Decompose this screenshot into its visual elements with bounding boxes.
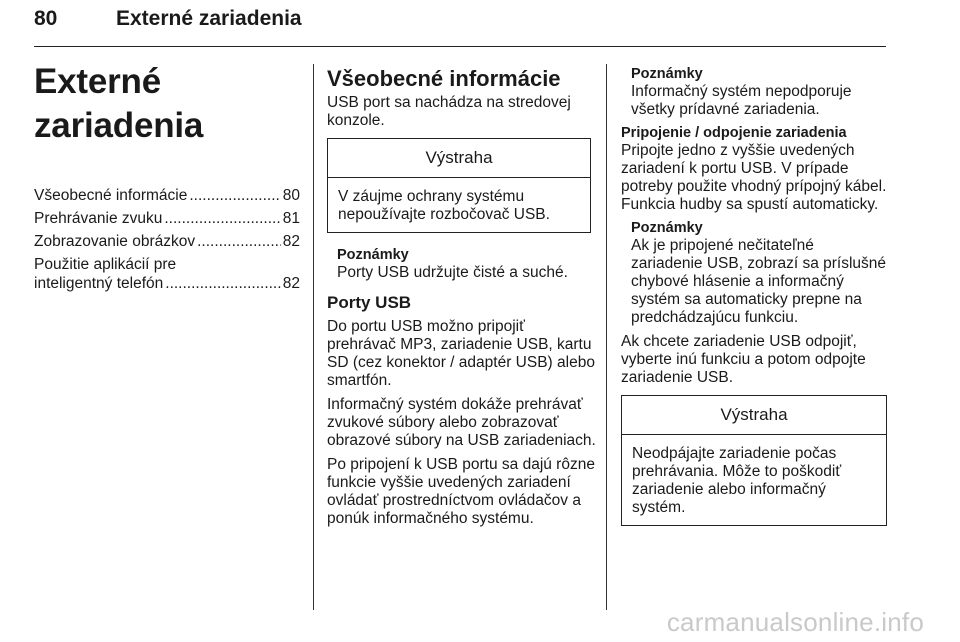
toc-entry-text-line1: Použitie aplikácií pre — [34, 256, 177, 273]
toc-entry[interactable] — [34, 232, 300, 251]
toc-leader-dots — [189, 186, 280, 205]
toc-entry-text: inteligentný telefón — [34, 275, 164, 292]
left-column — [34, 60, 300, 293]
note-title: Poznámky — [337, 247, 409, 263]
watermark-text: carmanualsonline.info — [666, 607, 924, 637]
toc-entry-text: Prehrávanie zvuku — [34, 210, 163, 227]
note-title: Poznámky — [631, 220, 703, 236]
column-divider-right — [606, 64, 607, 610]
note-text: Porty USB udržujte čisté a suché. — [337, 264, 568, 281]
toc-entry-page: 80 — [282, 187, 300, 204]
toc-entry-text: Všeobecné informácie — [34, 187, 188, 204]
note-block — [631, 66, 887, 119]
running-header-title: Externé zariadenia — [116, 7, 302, 30]
body-paragraph: Informačný systém dokáže prehrávať zvukové súbory alebo zobrazovať obrazové súbory na USB zariadeniach. — [327, 396, 596, 449]
middle-column — [327, 66, 597, 534]
subsection-heading: Porty USB — [327, 293, 412, 312]
toc-entry-page: 82 — [282, 275, 300, 292]
body-paragraph: Do portu USB možno pripojiť prehrávač MP3, zariadenie USB, kartu SD (cez konektor / adaptér USB) alebo smartfón. — [327, 318, 595, 389]
subsection-heading: Pripojenie / odpojenie zariadenia — [621, 125, 847, 141]
body-paragraph: Po pripojení k USB portu sa dajú rôzne funkcie vyššie uvedených zariadení ovládať prostredníctvom ovládačov a ponúk informačného systému. — [327, 456, 595, 527]
toc-entry[interactable] — [34, 209, 300, 228]
page-number: 80 — [34, 7, 58, 30]
warning-box — [327, 138, 591, 233]
page-header — [34, 2, 886, 47]
toc-leader-dots — [197, 232, 281, 251]
warning-text: Neodpájajte zariadenie počas prehrávania. Môže to poškodiť zariadenie alebo informačný systém. — [632, 445, 842, 516]
toc-leader-dots — [164, 209, 280, 228]
toc-entry[interactable] — [34, 255, 300, 293]
toc-entry[interactable] — [34, 186, 300, 205]
warning-title: Výstraha — [622, 396, 886, 435]
note-title: Poznámky — [631, 66, 703, 82]
toc-entry-page: 82 — [282, 233, 300, 250]
chapter-title: Externé zariadenia — [34, 62, 204, 145]
right-column — [621, 66, 887, 540]
warning-text: V záujme ochrany systému nepoužívajte rozbočovač USB. — [338, 188, 550, 223]
intro-paragraph: USB port sa nachádza na stredovej konzole. — [327, 94, 571, 129]
body-paragraph: Ak chcete zariadenie USB odpojiť, vyberte inú funkciu a potom odpojte zariadenie USB. — [621, 333, 866, 386]
toc-leader-dots — [165, 274, 280, 293]
note-text: Informačný systém nepodporuje všetky prídavné zariadenia. — [631, 83, 852, 118]
toc-entry-page: 81 — [282, 210, 300, 227]
toc-entry-text: Zobrazovanie obrázkov — [34, 233, 196, 250]
warning-title: Výstraha — [328, 139, 590, 178]
body-paragraph: Pripojte jedno z vyššie uvedených zariadení k portu USB. V prípade potreby použite vhodný prípojný kábel. Funkcia hudby sa spustí automaticky. — [621, 142, 887, 213]
note-block — [337, 247, 597, 282]
section-heading: Všeobecné informácie — [327, 66, 561, 91]
warning-box — [621, 395, 887, 526]
column-divider-left — [313, 64, 314, 610]
table-of-contents — [34, 186, 300, 293]
note-block — [631, 220, 887, 327]
note-text: Ak je pripojené nečitateľné zariadenie USB, zobrazí sa príslušné chybové hlásenie a informačný systém sa automaticky prepne na predchádzajúcu funkciu. — [631, 237, 887, 326]
